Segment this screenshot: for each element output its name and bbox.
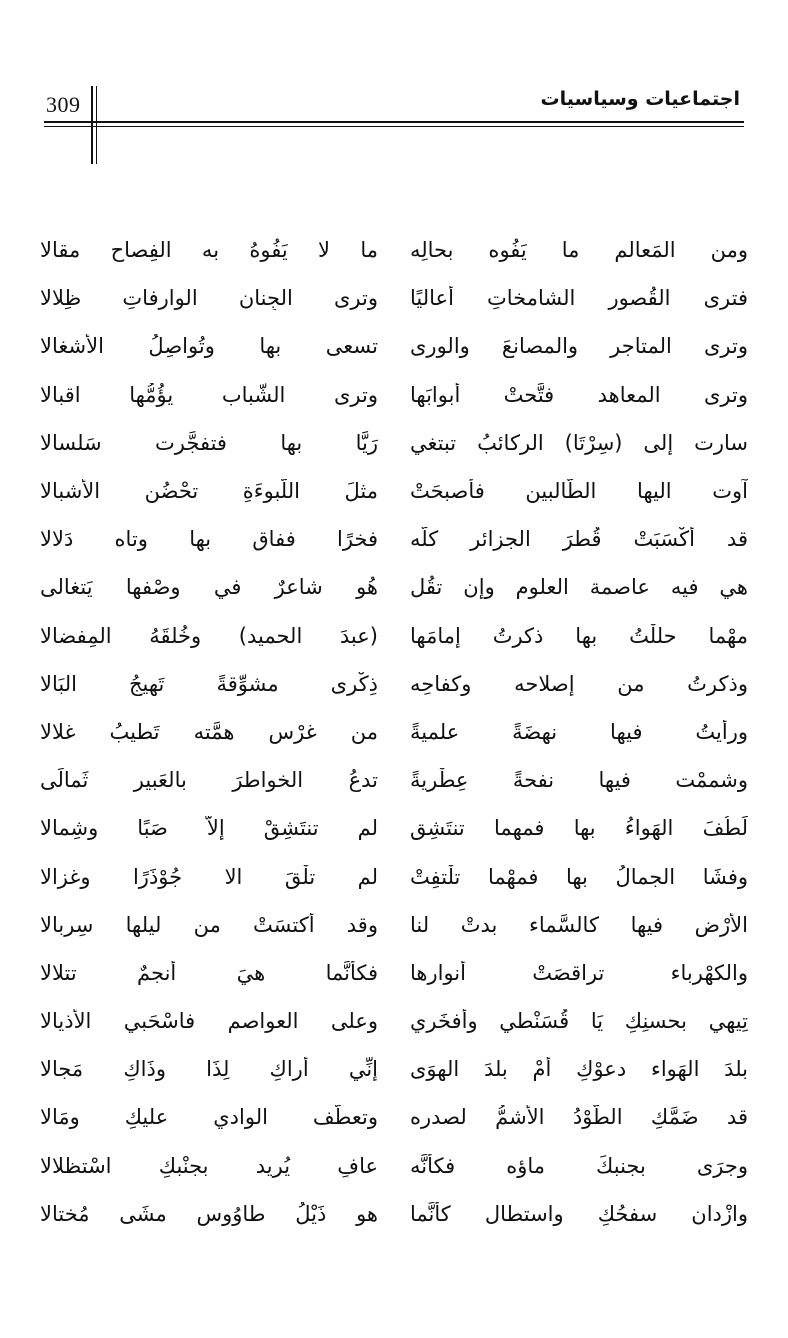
- verse: [40, 563, 748, 611]
- verse-second-hemistich: وترى الشَّباب يؤُمُّها اقبالا: [40, 382, 378, 407]
- verse: [40, 274, 748, 322]
- verse-first-hemistich: وازْدان سفحُكِ واستطال كأنَّما: [410, 1201, 748, 1226]
- verse-second-hemistich: إنِّي أراكِ لِذَا وذَاكِ مَجالا: [40, 1057, 378, 1082]
- verse-first-hemistich: قد أكْسَبَتْ قُطرَ الجزائر كلَّه: [410, 527, 748, 552]
- verse-first-hemistich: بلدَ الهَواء دعوْكِ أمْ بلدَ الهوَى: [410, 1057, 748, 1082]
- verse: [40, 515, 748, 563]
- verse-first-hemistich: ورأيتُ فيها نهضَةً علميةً: [410, 719, 748, 744]
- verse: [40, 322, 748, 370]
- verse-second-hemistich: تدعُ الخواطرَ بالعَبير ثَمالَى: [40, 768, 378, 793]
- header-rule-bottom: [44, 126, 744, 127]
- verse: [40, 1045, 748, 1093]
- verse-second-hemistich: من غرْس همَّته تَطيبُ غلالا: [40, 719, 378, 744]
- verse-first-hemistich: وترى المعاهد فتَّحتْ أبوابَها: [410, 382, 748, 407]
- verse: [40, 467, 748, 515]
- verse: [40, 660, 748, 708]
- verse-second-hemistich: لم تنتَشِقْ إلاَّ صَبًا وشِمالا: [40, 816, 378, 841]
- verse-first-hemistich: الأرْض فيها كالسَّماء بدتْ لنا: [410, 912, 748, 937]
- verse: [40, 949, 748, 997]
- verse-first-hemistich: وفشَا الجمالُ بها فمهْما تلْتفِتْ: [410, 864, 748, 889]
- verse-first-hemistich: والكهْرباء تراقصَتْ أنوارها: [410, 960, 748, 985]
- verse: [40, 901, 748, 949]
- verse-second-hemistich: هو ذَيْلُ طاوُوس مشَى مُختالا: [40, 1201, 378, 1226]
- poem: [40, 226, 748, 1238]
- verse-second-hemistich: وترى الجِنان الوارفاتِ ظِلالا: [40, 286, 378, 311]
- verse: [40, 1142, 748, 1190]
- header-rule-top: [44, 121, 744, 123]
- verse-first-hemistich: مهْما حللْتُ بها ذكرتُ إمامَها: [410, 623, 748, 648]
- verse: [40, 756, 748, 804]
- verse-second-hemistich: عافٍ يُريد بجنْبكِ اسْتظلالا: [40, 1153, 378, 1178]
- verse: [40, 1093, 748, 1141]
- verse: [40, 1190, 748, 1238]
- verse-second-hemistich: وقد أكتسَتْ من ليلها سِربالا: [40, 912, 378, 937]
- header-vertical-rule: [91, 86, 93, 164]
- verse: [40, 997, 748, 1045]
- verse-first-hemistich: وترى المتاجر والمصانعَ والورى: [410, 334, 748, 359]
- verse-second-hemistich: مثلَ اللَّبوءَةِ تحْضُن الأشبالا: [40, 479, 378, 504]
- verse: [40, 708, 748, 756]
- verse: [40, 612, 748, 660]
- verse-first-hemistich: سارت إلى (سِرْتَا) الركائبُ تبتغي: [410, 430, 748, 455]
- verse-first-hemistich: وذكرتُ من إصلاحه وكفاحِه: [410, 671, 748, 696]
- verse: [40, 419, 748, 467]
- verse-second-hemistich: تسعى بها وتُواصِلُ الأشغالا: [40, 334, 378, 359]
- verse-first-hemistich: قد ضَمَّكِ الطَّوْدُ الأشمُّ لصدرِه: [410, 1105, 748, 1130]
- verse-second-hemistich: فخرًا ففاق بها وتاه دَلالا: [40, 527, 378, 552]
- verse: [40, 371, 748, 419]
- verse-first-hemistich: وجرَى بجنبكَ ماؤه فكأنَّه: [410, 1153, 748, 1178]
- verse-first-hemistich: فترى القُصور الشامخاتِ أعاليًا: [410, 286, 748, 311]
- verse-second-hemistich: وعلى العواصم فاسْحَبي الأذيالا: [40, 1009, 378, 1034]
- verse-second-hemistich: ذِكْرى مشوِّقةً تَهيجُ البَالا: [40, 671, 378, 696]
- page-header: [0, 0, 788, 170]
- header-vertical-rule-thin: [96, 86, 97, 164]
- verse-first-hemistich: لَطُفَ الهَواءُ بها فمهما تنتَشِق: [410, 816, 748, 841]
- verse-first-hemistich: آوت اليها الطَّالبين فأصبحَتْ: [410, 479, 748, 504]
- verse-second-hemistich: لم تلْقَ الا جُوْذَرًا وغزالا: [40, 864, 378, 889]
- verse: [40, 804, 748, 852]
- verse: [40, 226, 748, 274]
- verse-second-hemistich: هُو شاعرٌ في وصْفها يَتغالى: [40, 575, 378, 600]
- verse-second-hemistich: وتعطَّف الوادي عليكِ ومَالا: [40, 1105, 378, 1130]
- running-title: اجتماعيات وسياسيات: [540, 88, 740, 110]
- verse-first-hemistich: تِيهي بحسنِكِ يَا قُسَنْطي وأفخَري: [410, 1009, 748, 1034]
- verse-first-hemistich: هي فيه عاصمة العلوم وإن تقُل: [410, 575, 748, 600]
- verse: [40, 852, 748, 900]
- verse-second-hemistich: (عبدَ الحميد) وخُلقَهُ المِفضالا: [40, 623, 378, 648]
- verse-second-hemistich: رَيًّا بها فتفجَّرت سَلسالا: [40, 430, 378, 455]
- verse-second-hemistich: فكأنَّما هيَ أنجمٌ تتلالا: [40, 960, 378, 985]
- verse-first-hemistich: ومن المَعالم ما يَفُوه بحالِه: [410, 238, 748, 263]
- page-number: 309: [46, 92, 81, 117]
- verse-first-hemistich: وشممْت فيها نفحةً عِطْريةً: [410, 768, 748, 793]
- verse-second-hemistich: ما لا يَفُوهُ به الفِصاح مقالا: [40, 238, 378, 263]
